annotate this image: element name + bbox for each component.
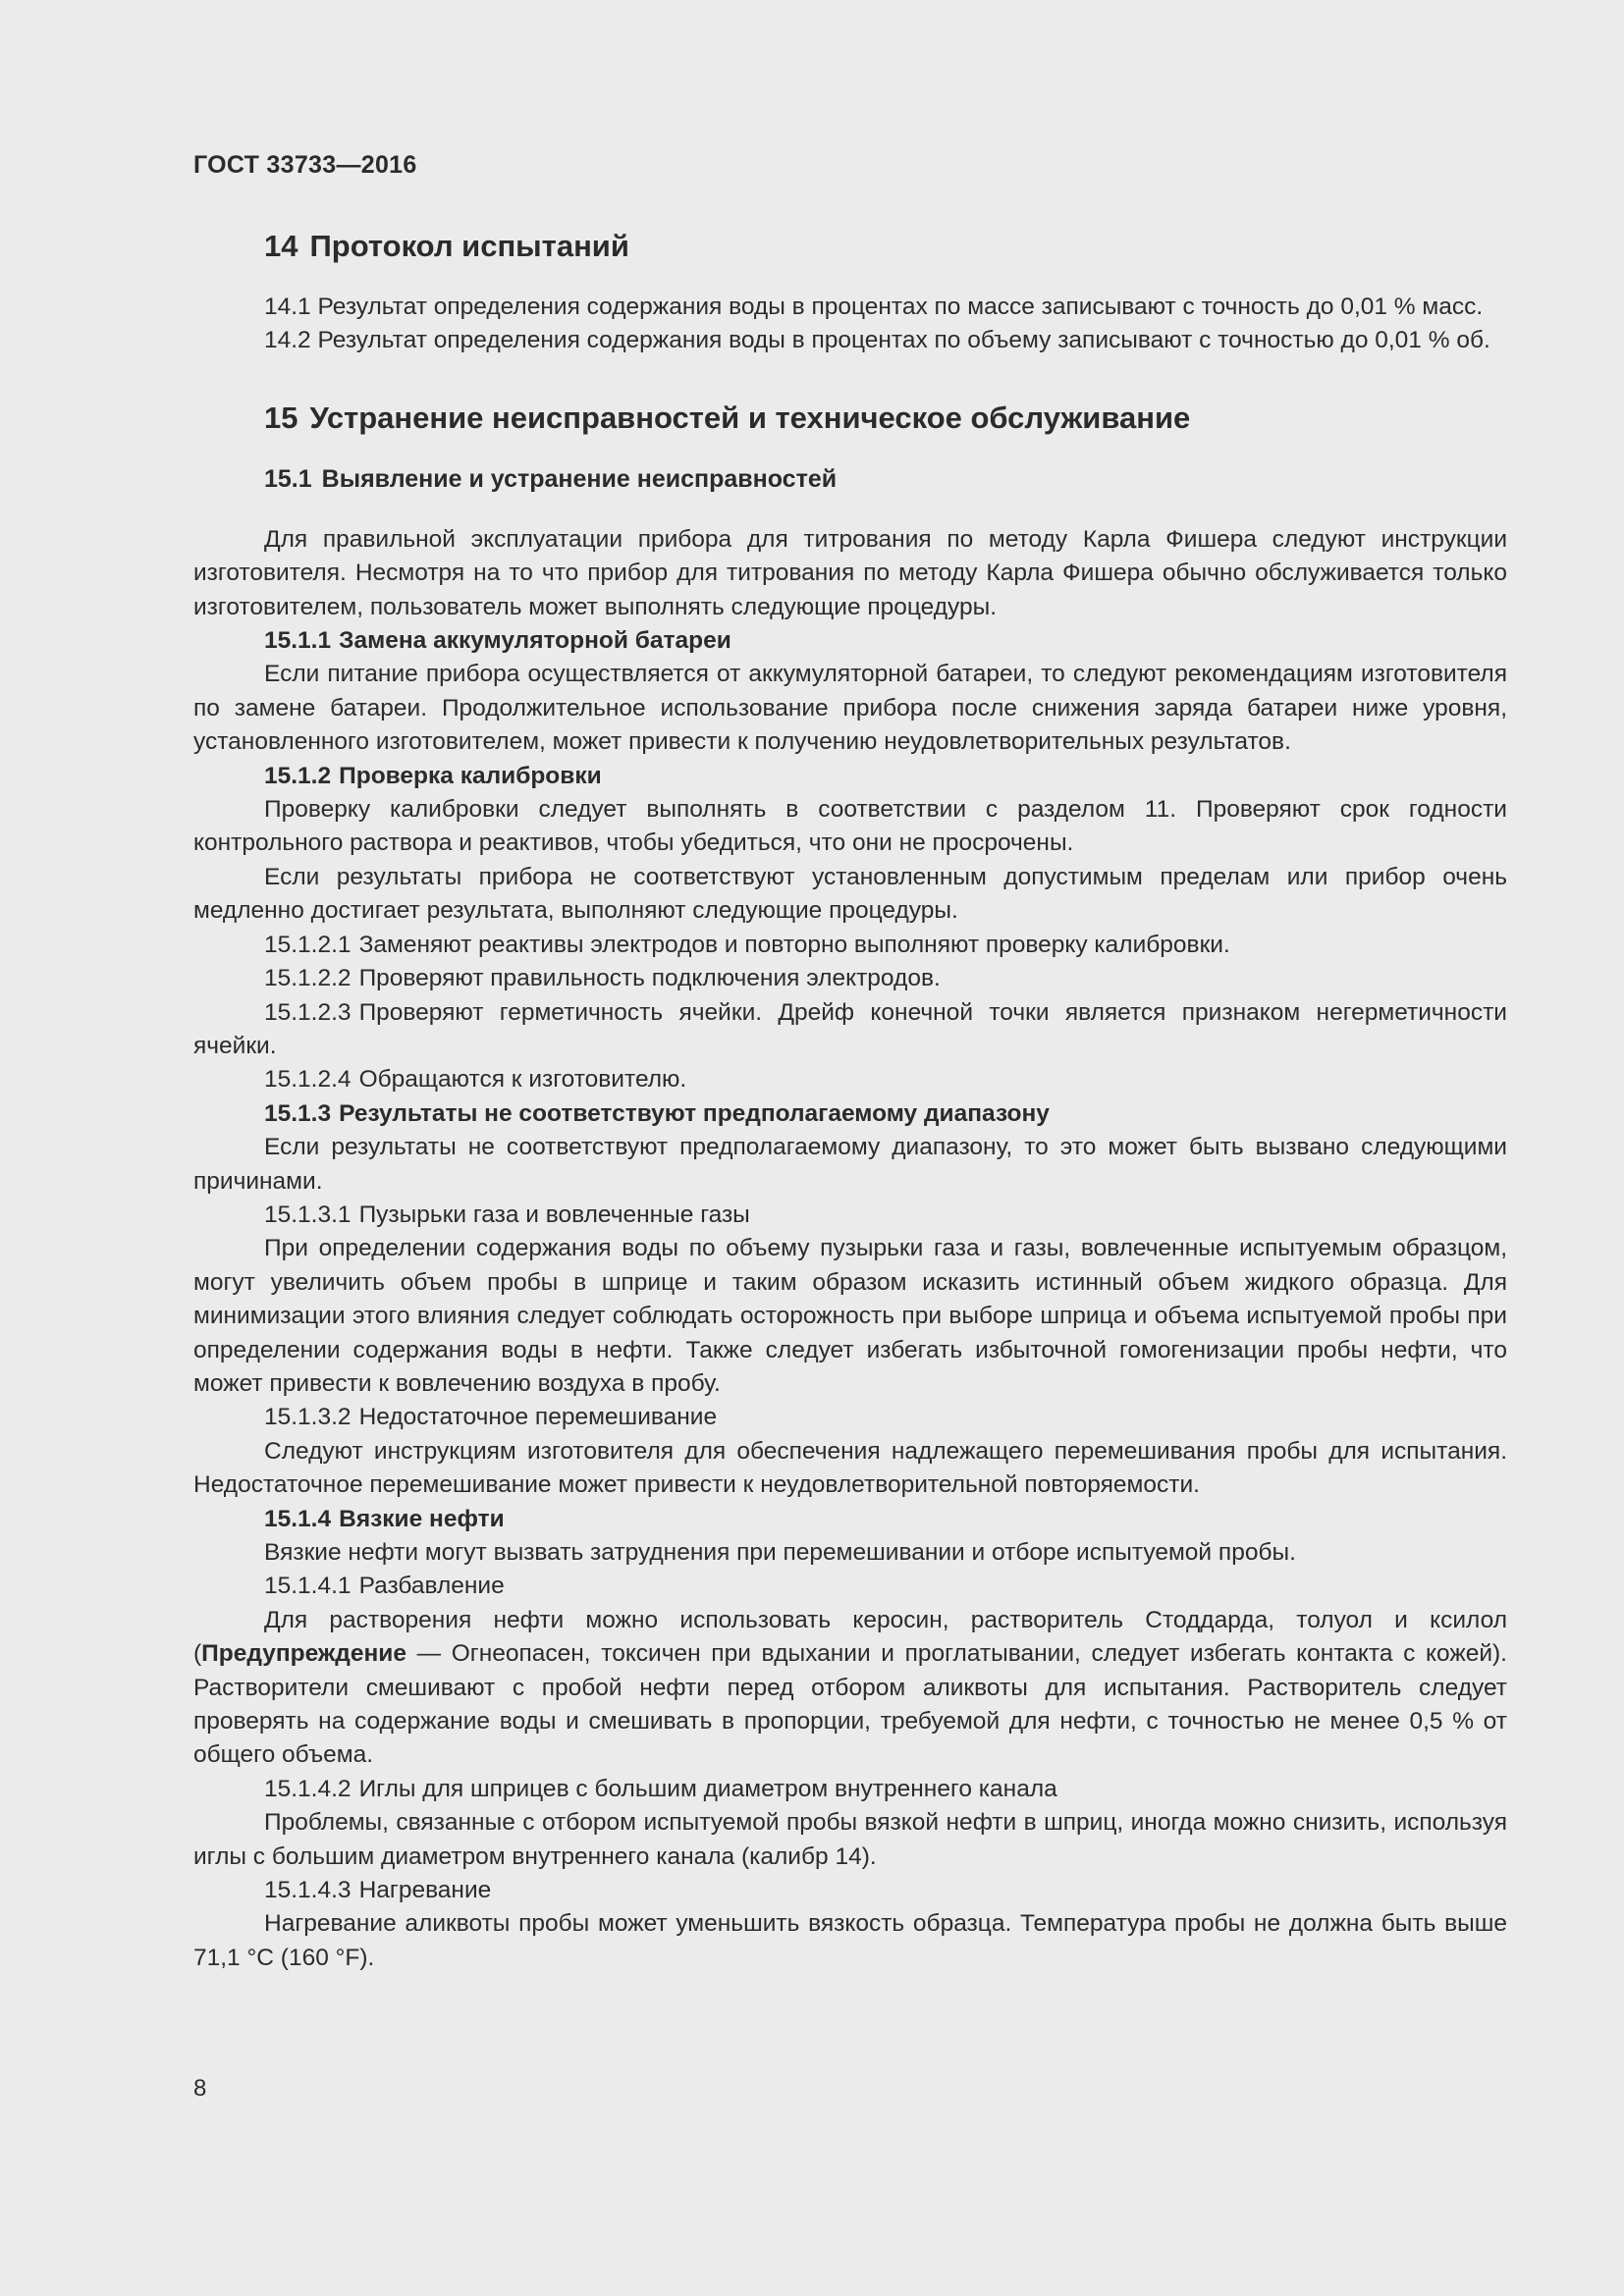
subsection-15-1-heading <box>193 462 1507 496</box>
clause-number: 15.1.4 <box>264 1505 332 1532</box>
item-15-1-3-2-heading <box>193 1401 1507 1434</box>
clause-number: 15.1.1 <box>264 627 332 655</box>
item-15-1-2-4 <box>193 1063 1507 1096</box>
clause-15-1-3-heading <box>193 1097 1507 1131</box>
item-number: 15.1.4.3 <box>264 1877 352 1904</box>
item-15-1-2-2 <box>193 962 1507 995</box>
subsection-title: Выявление и устранение неисправностей <box>321 464 838 493</box>
section-14-heading <box>193 224 1507 269</box>
item-text: Проверяют герметичность ячейки. Дрейф конечной точки является признаком негерметичности ячейки. <box>193 998 1507 1059</box>
clause-number: 15.1.2 <box>264 762 332 789</box>
page-number: 8 <box>193 2075 207 2102</box>
spacer <box>193 509 1507 523</box>
text-run: — Огнеопасен, токсичен при вдыхании и проглатывании, следует избегать контакта с кожей). Растворители смешивают с пробой нефти перед отбором аликвоты для испытания. Растворитель следует проверять на содержание воды и смешивать в пропорции, требуемой для нефти, с точностью не менее 0,5 % от общего объема. <box>193 1640 1507 1769</box>
paragraph-15-1-4-2: Проблемы, связанные с отбором испытуемой пробы вязкой нефти в шприц, иногда можно снизить, используя иглы с большим диаметром внутреннего канала (калибр 14). <box>193 1809 1507 1870</box>
section-15-heading <box>193 396 1507 441</box>
item-15-1-4-3-heading <box>193 1874 1507 1907</box>
text-run: Для растворения нефти можно использовать керосин, растворитель Стоддарда, толуол и ксилол ( <box>193 1606 1507 1668</box>
item-15-1-3-1-heading <box>193 1199 1507 1232</box>
section-title: Протокол испытаний <box>309 229 629 263</box>
paragraph-15-1-4-1 <box>193 1604 1507 1773</box>
item-number: 15.1.3.2 <box>264 1404 352 1431</box>
item-15-1-2-1 <box>193 929 1507 962</box>
clause-title: Проверка калибровки <box>339 762 602 789</box>
warning-label: Предупреждение <box>201 1640 406 1668</box>
item-15-1-4-1-heading <box>193 1570 1507 1603</box>
paragraph-14-1: 14.1 Результат определения содержания воды в процентах по массе записывают с точность до 0,01 % масс. <box>264 294 1484 320</box>
item-text: Заменяют реактивы электродов и повторно выполняют проверку калибровки. <box>358 931 1230 958</box>
paragraph-15-1-1: Если питание прибора осуществляется от аккумуляторной батареи, то следуют рекомендациям изготовителя по замене батареи. Продолжительное использование прибора после снижения заряда батареи ниже уровня, установленного изготовителем, может привести к получению неудовлетворительных результатов. <box>193 661 1507 756</box>
paragraph-15-1-4: Вязкие нефти могут вызвать затруднения при перемешивании и отборе испытуемой пробы. <box>264 1539 1296 1566</box>
paragraph-15-1-2-a: Проверку калибровки следует выполнять в соответствии с разделом 11. Проверяют срок годности контрольного раствора и реактивов, чтобы убедиться, что они не просрочены. <box>193 796 1507 857</box>
paragraph-14-2: 14.2 Результат определения содержания воды в процентах по объему записывают с точностью до 0,01 % об. <box>264 327 1490 354</box>
clause-number: 15.1.3 <box>264 1099 332 1127</box>
clause-15-1-1-heading <box>193 624 1507 658</box>
document-code: ГОСТ 33733—2016 <box>193 151 417 179</box>
clause-15-1-2-heading <box>193 760 1507 793</box>
clause-title: Замена аккумуляторной батареи <box>339 627 731 655</box>
paragraph-15-1-intro: Для правильной эксплуатации прибора для титрования по методу Карла Фишера следуют инструкции изготовителя. Несмотря на то что прибор для титрования по методу Карла Фишера обычно обслуживается только изготовителем, пользователь может выполнять следующие процедуры. <box>193 525 1507 620</box>
section-number: 15 <box>264 400 298 435</box>
item-title: Недостаточное перемешивание <box>358 1404 718 1431</box>
item-text: Обращаются к изготовителю. <box>358 1066 687 1094</box>
item-number: 15.1.2.2 <box>264 965 352 992</box>
item-number: 15.1.2.3 <box>264 998 352 1026</box>
paragraph-15-1-4-3: Нагревание аликвоты пробы может уменьшить вязкость образца. Температура пробы не должна быть выше 71,1 °С (160 °F). <box>193 1910 1507 1971</box>
item-text: Проверяют правильность подключения электродов. <box>358 965 941 992</box>
subsection-number: 15.1 <box>264 464 312 493</box>
item-15-1-4-2-heading <box>193 1773 1507 1806</box>
item-title: Разбавление <box>358 1573 505 1600</box>
item-number: 15.1.4.1 <box>264 1573 352 1600</box>
section-number: 14 <box>264 229 298 263</box>
item-title: Нагревание <box>358 1877 492 1904</box>
item-number: 15.1.2.1 <box>264 931 352 958</box>
item-title: Пузырьки газа и вовлеченные газы <box>358 1201 750 1228</box>
document-page <box>193 145 1507 1975</box>
item-title: Иглы для шприцев с большим диаметром внутреннего канала <box>358 1775 1057 1802</box>
section-title: Устранение неисправностей и техническое обслуживание <box>309 400 1191 435</box>
clause-title: Результаты не соответствуют предполагаемому диапазону <box>339 1099 1050 1127</box>
paragraph-15-1-3: Если результаты не соответствуют предполагаемому диапазону, то это может быть вызвано следующими причинами. <box>193 1134 1507 1195</box>
item-number: 15.1.4.2 <box>264 1775 352 1802</box>
item-number: 15.1.3.1 <box>264 1201 352 1228</box>
paragraph-15-1-2-b: Если результаты прибора не соответствуют установленным допустимым пределам или прибор очень медленно достигает результата, выполняют следующие процедуры. <box>193 863 1507 925</box>
paragraph-15-1-3-1: При определении содержания воды по объему пузырьки газа и газы, вовлеченные испытуемым образцом, могут увеличить объем пробы в шприце и таким образом исказить истинный объем жидкого образца. Для минимизации этого влияния следует соблюдать осторожность при выборе шприца и объема испытуемой пробы при определении содержания воды в нефти. Также следует избегать избыточной гомогенизации пробы нефти, что может привести к вовлечению воздуха в пробу. <box>193 1235 1507 1397</box>
item-number: 15.1.2.4 <box>264 1066 352 1094</box>
paragraph-15-1-3-2: Следуют инструкциям изготовителя для обеспечения надлежащего перемешивания пробы для испытания. Недостаточное перемешивание может привести к неудовлетворительной повторяемости. <box>193 1437 1507 1499</box>
item-15-1-2-3 <box>193 996 1507 1064</box>
clause-15-1-4-heading <box>193 1503 1507 1536</box>
clause-title: Вязкие нефти <box>339 1505 505 1532</box>
